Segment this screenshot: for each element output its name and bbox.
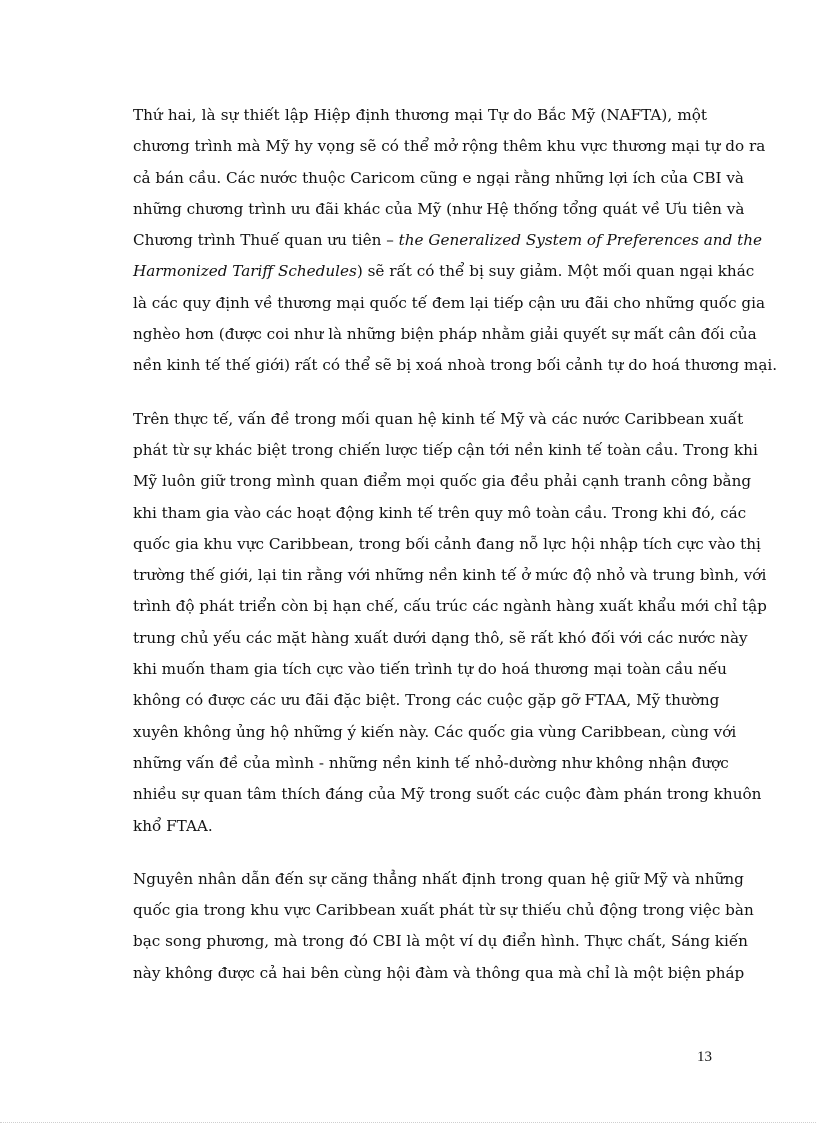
page-number: 13 (697, 1049, 712, 1065)
text-line: nghèo hơn (được coi như là những biện pháp nhằm giải quyết sự mất cân đối của (133, 325, 757, 344)
text-line: khổ FTAA. (133, 816, 213, 835)
text-line: những vấn đề của mình - những nền kinh tế nhỏ-dường như không nhận được (133, 753, 729, 772)
text-line: quốc gia khu vực Caribbean, trong bối cảnh đang nỗ lực hội nhập tích cực vào thị (133, 534, 761, 553)
paragraph-2 (133, 404, 767, 842)
italic-english-term: the Generalized System of Preferences and the (398, 231, 763, 250)
text-line: Nguyên nhân dẫn đến sự căng thẳng nhất định trong quan hệ giữ Mỹ và những (133, 869, 744, 888)
text-line: trung chủ yếu các mặt hàng xuất dưới dạng thô, sẽ rất khó đối với các nước này (133, 628, 748, 647)
text-line: này không được cả hai bên cùng hội đàm và thông qua mà chỉ là một biện pháp (133, 963, 745, 982)
text-line: Trên thực tế, vấn đề trong mối quan hệ kinh tế Mỹ và các nước Caribbean xuất (133, 409, 744, 428)
text-line: không có được các ưu đãi đặc biệt. Trong các cuộc gặp gỡ FTAA, Mỹ thường (133, 691, 720, 710)
body-text (133, 100, 778, 1011)
text-line: Mỹ luôn giữ trong mình quan điểm mọi quốc gia đều phải cạnh tranh công bằng (133, 472, 752, 491)
text-line: xuyên không ủng hộ những ý kiến này. Các quốc gia vùng Caribbean, cùng với (133, 722, 737, 741)
text-line: trình độ phát triển còn bị hạn chế, cấu trúc các ngành hàng xuất khẩu mới chỉ tập (133, 597, 767, 616)
text-line: nhiều sự quan tâm thích đáng của Mỹ trong suốt các cuộc đàm phán trong khuôn (133, 785, 762, 804)
text-line (133, 225, 763, 256)
text-line: cả bán cầu. Các nước thuộc Caricom cũng e ngại rằng những lợi ích của CBI và (133, 168, 744, 187)
text-line: khi tham gia vào các hoạt động kinh tế trên quy mô toàn cầu. Trong khi đó, các (133, 503, 747, 522)
text-line: bạc song phương, mà trong đó CBI là một ví dụ điển hình. Thực chất, Sáng kiến (133, 932, 748, 951)
text-line: khi muốn tham gia tích cực vào tiến trình tự do hoá thương mại toàn cầu nếu (133, 660, 727, 679)
text-line: chương trình mà Mỹ hy vọng sẽ có thể mở rộng thêm khu vực thương mại tự do ra (133, 137, 766, 156)
text-run: Chương trình Thuế quan ưu tiên – (133, 231, 399, 250)
text-line: quốc gia trong khu vực Caribbean xuất phát từ sự thiếu chủ động trong việc bàn (133, 901, 754, 920)
text-run: ) sẽ rất có thể bị suy giảm. Một mối quan ngại khác (356, 262, 755, 281)
text-line: phát từ sự khác biệt trong chiến lược tiếp cận tới nền kinh tế toàn cầu. Trong khi (133, 440, 758, 459)
paragraph-3 (133, 864, 754, 989)
italic-english-term: Harmonized Tariff Schedules (133, 262, 357, 281)
text-line: nền kinh tế thế giới) rất có thể sẽ bị xoá nhoà trong bối cảnh tự do hoá thương mại. (133, 356, 778, 375)
text-line: những chương trình ưu đãi khác của Mỹ (như Hệ thống tổng quát về Ưu tiên và (133, 199, 745, 218)
text-line: Thứ hai, là sự thiết lập Hiệp định thương mại Tự do Bắc Mỹ (NAFTA), một (133, 106, 707, 124)
text-line: trường thế giới, lại tin rằng với những nền kinh tế ở mức độ nhỏ và trung bình, với (133, 566, 767, 585)
paragraph-1 (133, 100, 778, 382)
text-line (133, 256, 755, 287)
text-line: là các quy định về thương mại quốc tế đem lại tiếp cận ưu đãi cho những quốc gia (133, 293, 766, 312)
